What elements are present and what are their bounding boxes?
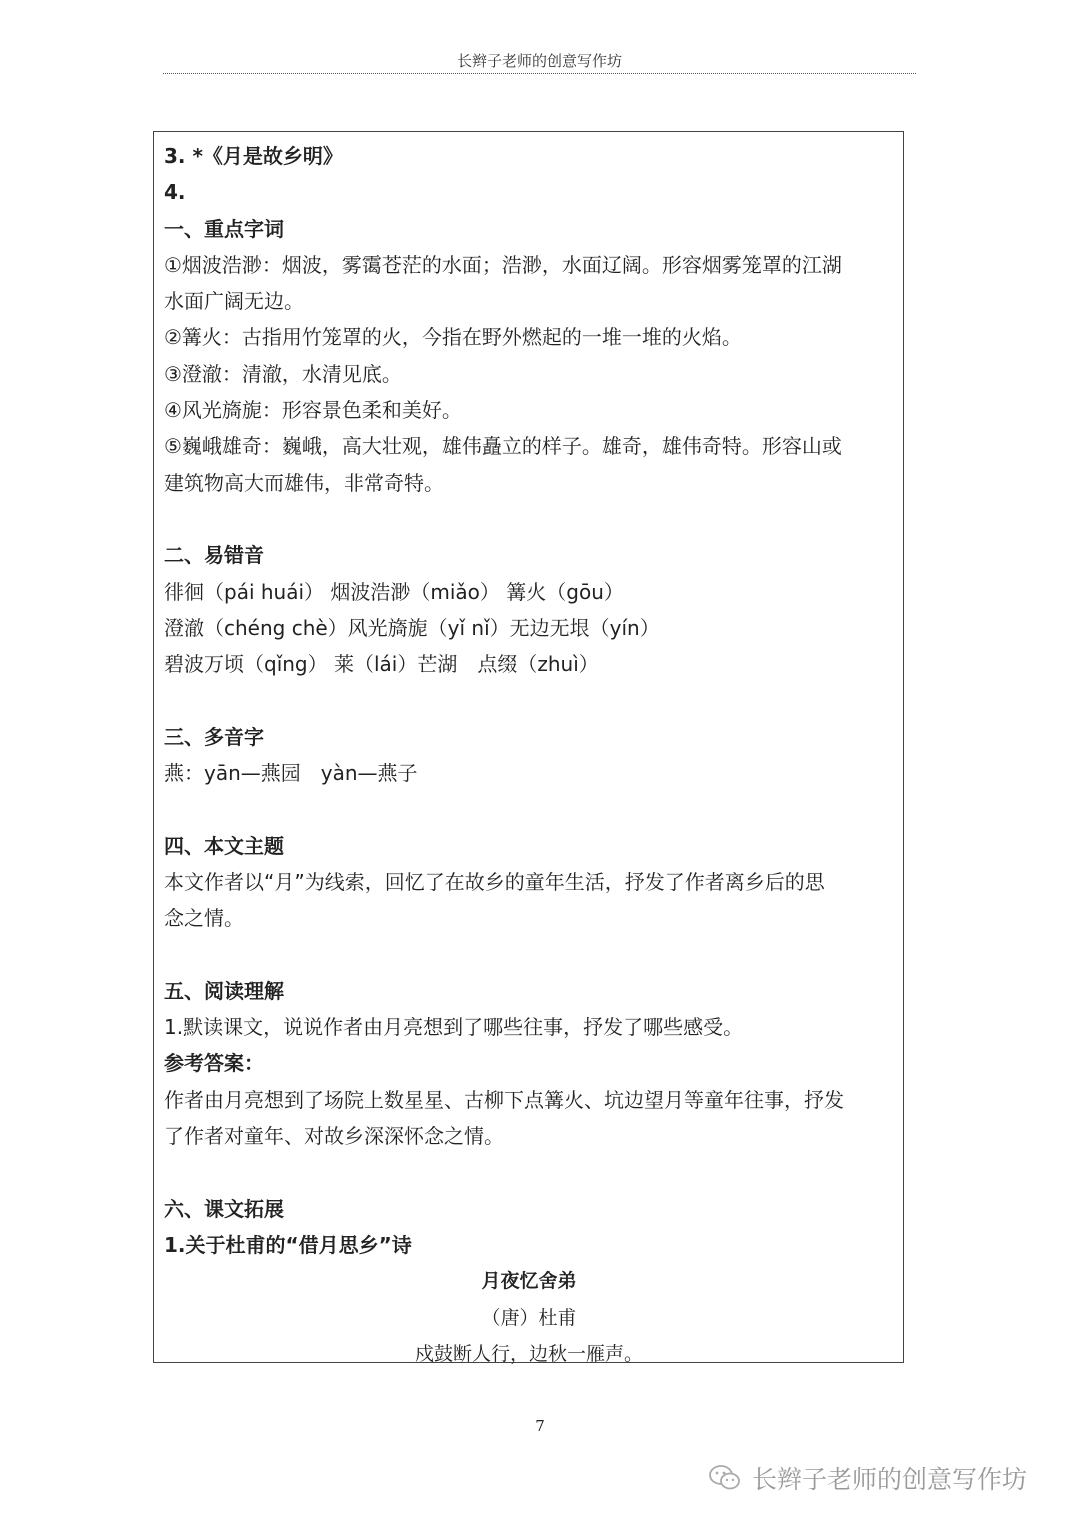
polyphone-line: 燕：yān—燕园 yàn—燕子 xyxy=(164,761,418,786)
answer-line: 作者由月亮想到了场院上数星星、古柳下点篝火、坑边望月等童年往事，抒发 xyxy=(164,1087,844,1112)
vocab-heading: 一、重点字词 xyxy=(164,216,284,241)
theme-line: 本文作者以“月”为线索，回忆了在故乡的童年生活，抒发了作者离乡后的思 xyxy=(164,869,825,894)
vocab-line: ④风光旖旎：形容景色柔和美好。 xyxy=(164,398,462,423)
extension-heading: 六、课文拓展 xyxy=(164,1196,284,1221)
lesson-content xyxy=(164,138,894,1372)
reading-question: 1.默读课文，说说作者由月亮想到了哪些往事，抒发了哪些感受。 xyxy=(164,1015,744,1040)
spacer xyxy=(164,937,894,973)
content-box xyxy=(153,131,904,1363)
theme-line: 念之情。 xyxy=(164,906,244,931)
pronunciation-heading: 二、易错音 xyxy=(164,543,264,568)
pronunciation-line: 澄澈（chéng chè）风光旖旎（yǐ nǐ）无边无垠（yín） xyxy=(164,615,660,640)
poem-line: 戍鼓断人行，边秋一雁声。 xyxy=(414,1342,643,1365)
pronunciation-line: 徘徊（pái huái） 烟波浩渺（miǎo） 篝火（gōu） xyxy=(164,579,624,604)
pronunciation-line: 碧波万顷（qǐng） 莱（lái）芒湖 点缀（zhuì） xyxy=(164,652,599,677)
spacer xyxy=(164,1154,894,1190)
page-number: 7 xyxy=(535,1417,545,1435)
theme-heading: 四、本文主题 xyxy=(164,833,284,858)
spacer xyxy=(164,682,894,718)
vocab-line: ③澄澈：清澈，水清见底。 xyxy=(164,361,402,386)
vocab-line: ⑤巍峨雄奇：巍峨，高大壮观，雄伟矗立的样子。雄奇，雄伟奇特。形容山或 xyxy=(164,434,842,459)
answer-label: 参考答案： xyxy=(164,1051,264,1076)
vocab-line: ①烟波浩渺：烟波，雾霭苍茫的水面；浩渺，水面辽阔。形容烟雾笼罩的江湖 xyxy=(164,252,842,277)
watermark xyxy=(708,1458,1027,1498)
vocab-line: 建筑物高大而雄伟，非常奇特。 xyxy=(164,470,444,495)
reading-heading: 五、阅读理解 xyxy=(164,978,284,1003)
vocab-line: 水面广阔无边。 xyxy=(164,289,304,314)
watermark-text: 长辫子老师的创意写作坊 xyxy=(752,1465,1028,1494)
poem-author: （唐）杜甫 xyxy=(481,1306,577,1329)
spacer xyxy=(164,501,894,537)
vocab-line: ②篝火：古指用竹笼罩的火，今指在野外燃起的一堆一堆的火焰。 xyxy=(164,325,742,350)
spacer xyxy=(164,791,894,827)
wechat-icon xyxy=(708,1463,742,1493)
answer-line: 了作者对童年、对故乡深深怀念之情。 xyxy=(164,1124,504,1149)
lesson-title: 3. *《月是故乡明》 xyxy=(164,144,343,168)
page-header-title: 长辫子老师的创意写作坊 xyxy=(456,52,622,70)
extension-subheading: 1.关于杜甫的“借月思乡”诗 xyxy=(164,1232,412,1257)
polyphone-heading: 三、多音字 xyxy=(164,724,264,749)
header-divider xyxy=(163,73,916,74)
poem-title: 月夜忆舍弟 xyxy=(481,1270,577,1293)
lesson-number-4: 4. xyxy=(164,180,186,205)
